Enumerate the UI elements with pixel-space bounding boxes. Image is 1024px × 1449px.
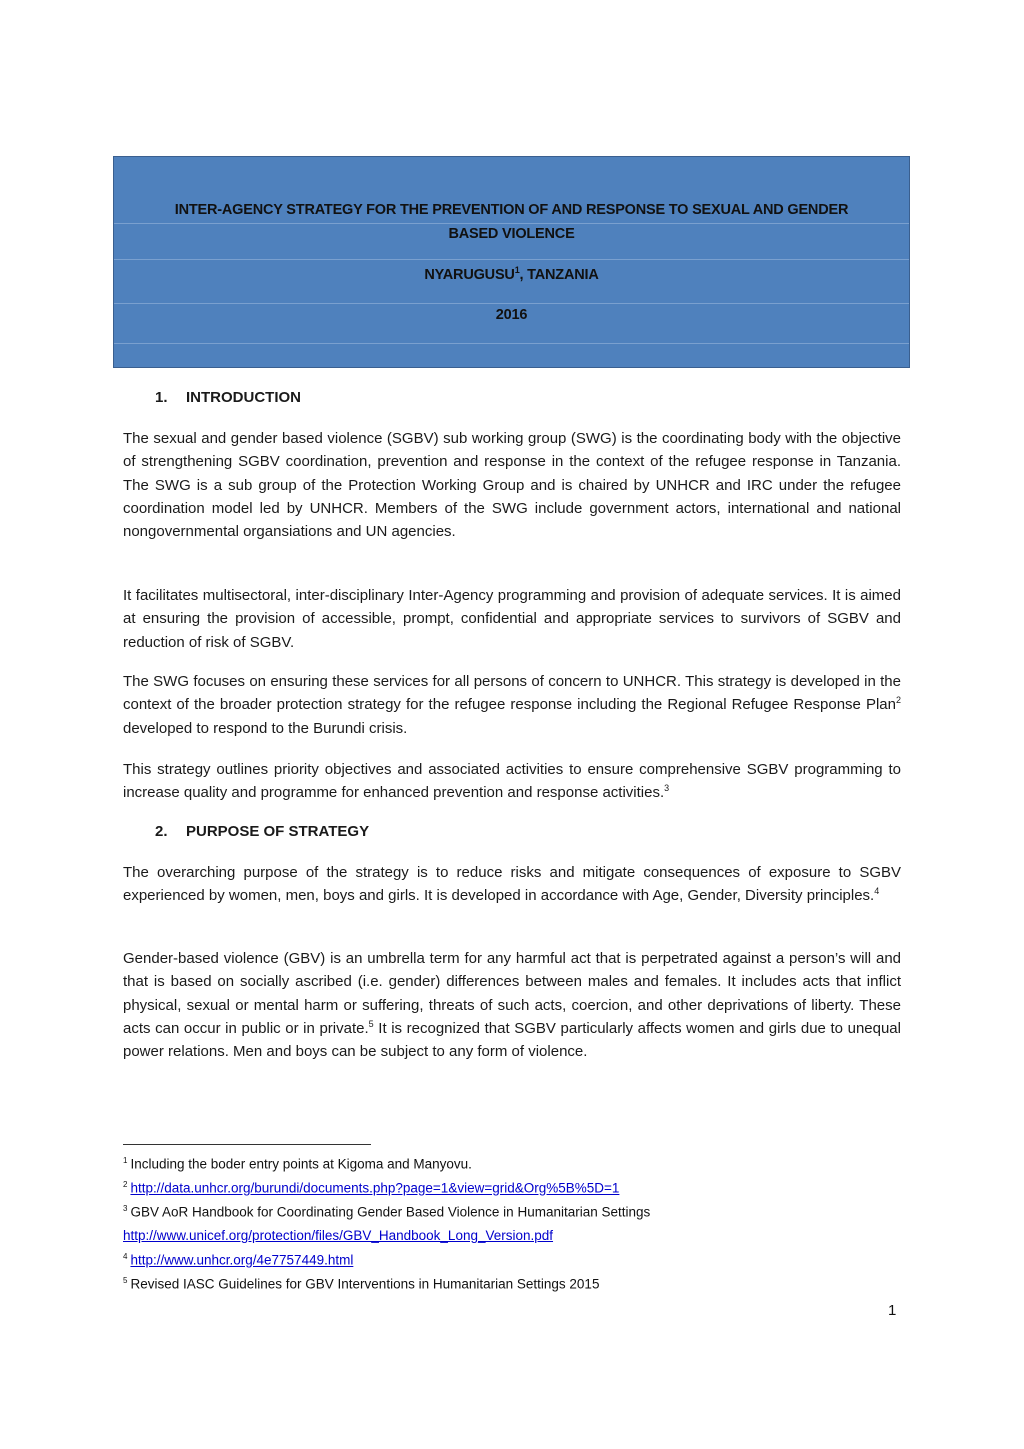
footnote-1 (123, 1156, 472, 1172)
document-year: 2016 (495, 307, 528, 323)
paragraph-text: Gender-based violence (GBV) is an umbrella term for any harmful act that is perpetrated against a person’s will and that is based on socially ascribed (i.e. gender) differences between males and females. It includes acts that inflict physical, sexual or mental harm or suffering, threats of such acts, coercion, and other deprivations of liberty. These acts can occur in public or in private. (123, 950, 901, 1037)
footnote-2 (123, 1180, 619, 1196)
document-title-line-2: BASED VIOLENCE (448, 226, 575, 242)
section-title: INTRODUCTION (186, 389, 301, 406)
footnote-number: 3 (123, 1204, 128, 1213)
document-location (134, 265, 889, 283)
footnote-text: GBV AoR Handbook for Coordinating Gender Based Violence in Humanitarian Settings (130, 1204, 651, 1220)
footnote-number: 4 (123, 1252, 128, 1261)
title-box-rule (114, 343, 909, 344)
section-number: 1. (155, 389, 168, 406)
paragraph-text: developed to respond to the Burundi crisis. (123, 719, 408, 737)
footnote-number: 2 (123, 1180, 128, 1189)
footnote-4 (123, 1252, 353, 1268)
footnote-separator (123, 1144, 371, 1145)
footnote-link[interactable]: http://www.unhcr.org/4e7757449.html (130, 1252, 354, 1268)
footnote-number: 1 (123, 1156, 128, 1165)
location-name: NYARUGUSU (424, 266, 515, 283)
section-heading-purpose (155, 823, 369, 840)
paragraph: The sexual and gender based violence (SGBV) sub working group (SWG) is the coordinating body with the objective of strengthening SGBV coordination, prevention and response in the context of the refugee response in Tanzania. The SWG is a sub group of the Protection Working Group and is chaired by UNHCR and IRC under the refugee coordination model led by UNHCR. Members of the SWG include government actors, international and national nongovernmental organsiations and UN agencies. (123, 430, 901, 541)
paragraph-text: The SWG focuses on ensuring these services for all persons of concern to UNHCR. This strategy is developed in the context of the broader protection strategy for the refugee response including the Regional Refugee Response Plan (123, 673, 901, 714)
footnote-3 (123, 1204, 650, 1220)
paragraph (123, 758, 901, 805)
section-title: PURPOSE OF STRATEGY (186, 823, 370, 840)
location-country: , TANZANIA (519, 266, 599, 283)
paragraph: It facilitates multisectoral, inter-disciplinary Inter-Agency programming and provision of adequate services. It is aimed at ensuring the provision of accessible, prompt, confidential and appropriate services to survivors of SGBV and reduction of risk of SGBV. (123, 587, 901, 651)
footnote-5 (123, 1276, 599, 1292)
paragraph (123, 947, 901, 1063)
footnote-ref: 2 (895, 695, 901, 706)
paragraph (123, 670, 901, 740)
footnote-ref: 3 (664, 783, 670, 794)
title-box-rule (114, 303, 909, 304)
section-number: 2. (155, 823, 168, 840)
document-title-line-1: INTER-AGENCY STRATEGY FOR THE PREVENTION OF AND RESPONSE TO SEXUAL AND GENDER (174, 202, 849, 218)
footnote-number: 5 (123, 1276, 128, 1285)
paragraph-text: This strategy outlines priority objectives and associated activities to ensure comprehensive SGBV programming to increase quality and programme for enhanced prevention and response activities. (123, 761, 901, 802)
footnote-link[interactable]: http://www.unicef.org/protection/files/GBV_Handbook_Long_Version.pdf (123, 1228, 554, 1243)
title-box-rule (114, 259, 909, 260)
footnote-ref: 4 (874, 886, 880, 897)
paragraph (123, 861, 901, 908)
footnote-ref: 5 (368, 1018, 374, 1029)
footnote-link[interactable]: http://data.unhcr.org/burundi/documents.php?page=1&view=grid&Org%5B%5D=1 (130, 1180, 620, 1196)
footnote-text: Revised IASC Guidelines for GBV Interventions in Humanitarian Settings 2015 (130, 1276, 600, 1292)
title-box-rule (114, 223, 909, 224)
footnote-text: Including the boder entry points at Kigoma and Manyovu. (130, 1156, 472, 1172)
footnote-3-link-line (123, 1228, 553, 1243)
footnote-ref: 1 (514, 265, 520, 275)
title-box (113, 156, 910, 368)
paragraph-text: It is recognized that SGBV particularly affects women and girls due to unequal power relations. Men and boys can be subject to any form of violence. (123, 1019, 901, 1061)
section-heading-introduction (155, 389, 301, 406)
paragraph-text: The overarching purpose of the strategy is to reduce risks and mitigate consequences of exposure to SGBV experienced by women, men, boys and girls. It is developed in accordance with Age, Gender, Diversity principles. (123, 864, 901, 905)
page-number: 1 (888, 1302, 897, 1319)
